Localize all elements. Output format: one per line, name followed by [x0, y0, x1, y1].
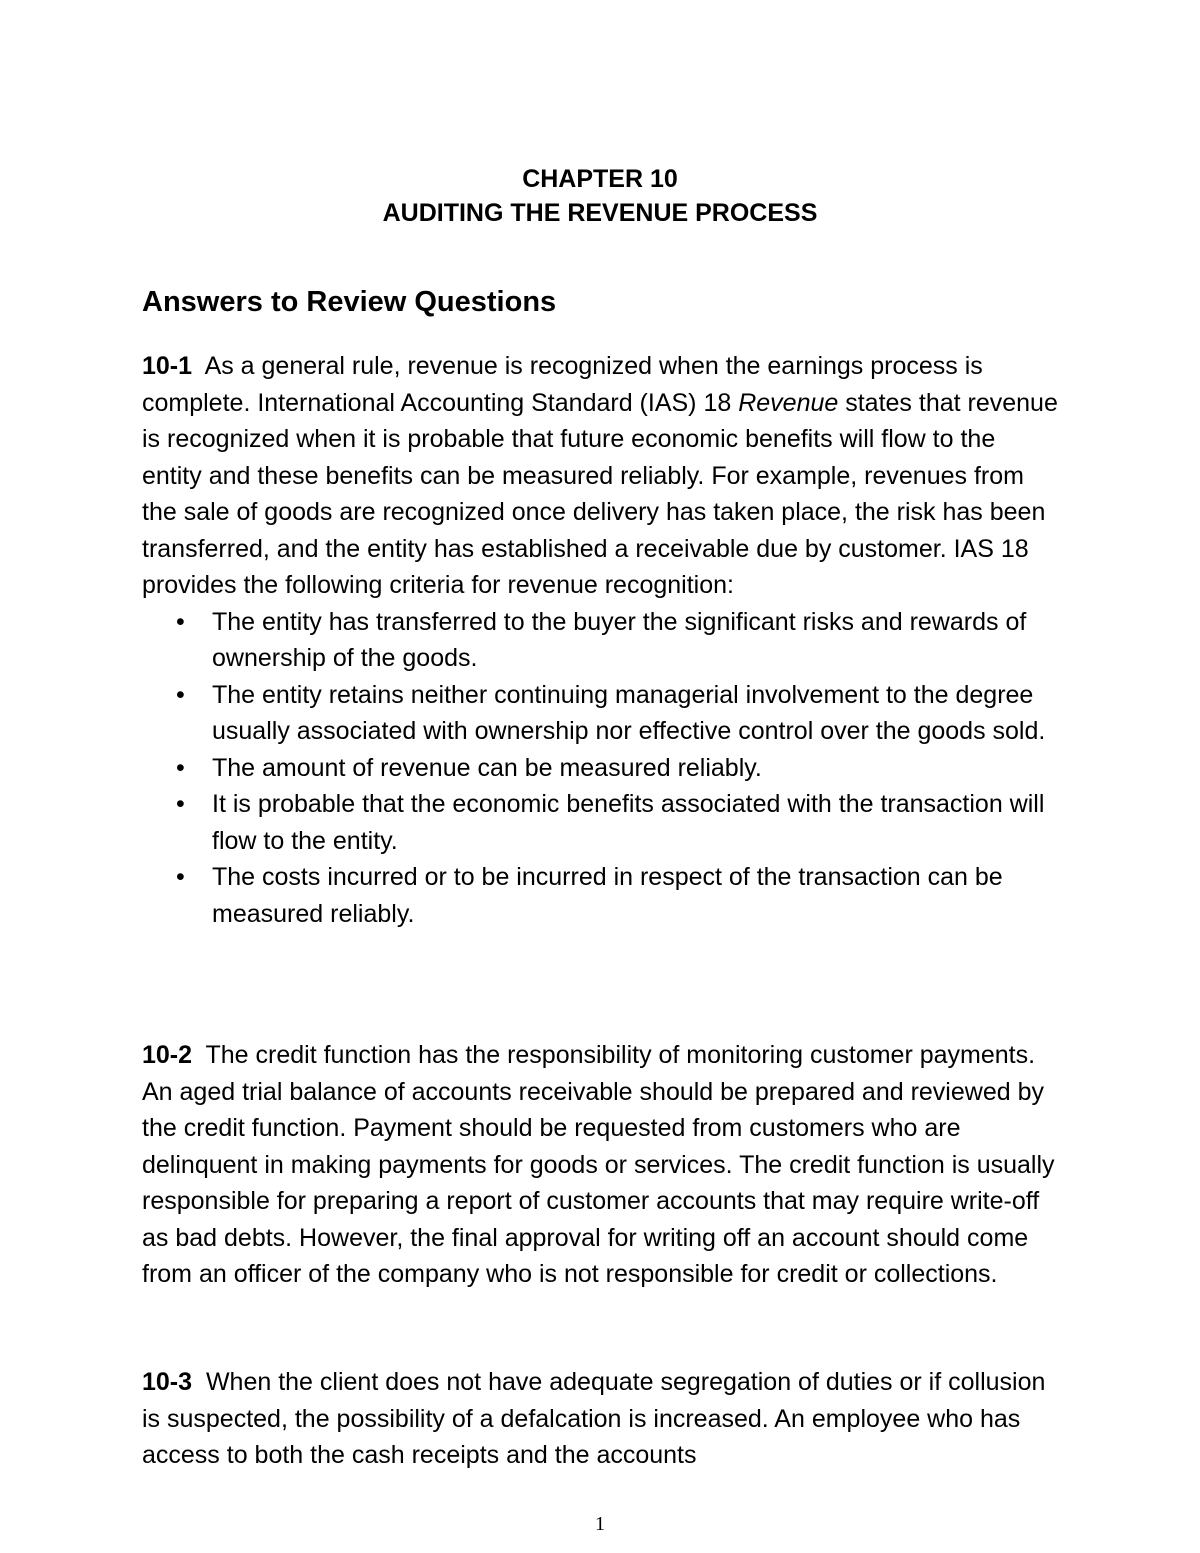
- bullet-icon: •: [176, 680, 185, 709]
- answer-text: states that revenue is recognized when it is probable that future economic benefits will flow to the entity and these benefits can be measured reliably. For example, revenues from the sale of goods are recognized once delivery has taken place, the risk has been transferred, and the entity has established a receivable due by customer. IAS 18 provides the following criteria for revenue recognition:: [142, 388, 1058, 599]
- bullet-icon: •: [176, 753, 185, 782]
- answer-text: As a general rule, revenue is recognized when the earnings process is complete. International Accounting Standard (IAS) 18: [142, 352, 983, 417]
- chapter-title: AUDITING THE REVENUE PROCESS: [382, 199, 818, 227]
- list-item-text: It is probable that the economic benefits associated with the transaction will flow to the entity.: [212, 790, 1045, 855]
- page-number: 1: [595, 1513, 605, 1535]
- answer-10-3-paragraph: [142, 1364, 1060, 1474]
- list-item-text: The entity retains neither continuing managerial involvement to the degree usually associated with ownership nor effective control over the goods sold.: [212, 680, 1046, 745]
- bullet-icon: •: [176, 790, 185, 818]
- question-number: 10-1: [142, 352, 193, 380]
- standard-title: Revenue: [738, 388, 839, 417]
- list-item-text: The entity has transferred to the buyer the significant risks and rewards of ownership of the goods.: [212, 607, 1027, 672]
- answer-10-2-paragraph: [142, 1037, 1060, 1293]
- list-item: [142, 677, 1060, 750]
- chapter-number: CHAPTER 10: [522, 165, 678, 193]
- answer-10-3: [142, 1364, 1060, 1474]
- answer-text: The credit function has the responsibility of monitoring customer payments. An aged trial balance of accounts receivable should be prepared and reviewed by the credit function. Payment should be requested from customers who are delinquent in making payments for goods or services. The credit function is usually responsible for preparing a report of customer accounts that may require write-off as bad debts. However, the final approval for writing off an account should come from an officer of the company who is not responsible for credit or collections.: [142, 1041, 1055, 1288]
- chapter-header: [0, 162, 1200, 230]
- list-item-text: The costs incurred or to be incurred in respect of the transaction can be measured reliably.: [212, 863, 1003, 928]
- bullet-icon: •: [176, 863, 185, 891]
- question-number: 10-3: [142, 1368, 193, 1396]
- list-item: [142, 604, 1060, 677]
- answer-text: When the client does not have adequate segregation of duties or if collusion is suspected, the possibility of a defalcation is increased. An employee who has access to both the cash receipts and the accounts: [142, 1368, 1046, 1469]
- answer-10-1-paragraph: [142, 348, 1060, 604]
- list-item: [142, 786, 1060, 859]
- section-heading: Answers to Review Questions: [142, 286, 557, 318]
- bullet-icon: •: [176, 607, 185, 636]
- answer-10-1: [142, 348, 1060, 932]
- list-item: [142, 859, 1060, 932]
- question-number: 10-2: [142, 1041, 193, 1069]
- list-item-text: The amount of revenue can be measured reliably.: [212, 753, 762, 782]
- answer-10-2: [142, 1037, 1060, 1293]
- list-item: [142, 750, 1060, 787]
- criteria-list: [142, 604, 1060, 933]
